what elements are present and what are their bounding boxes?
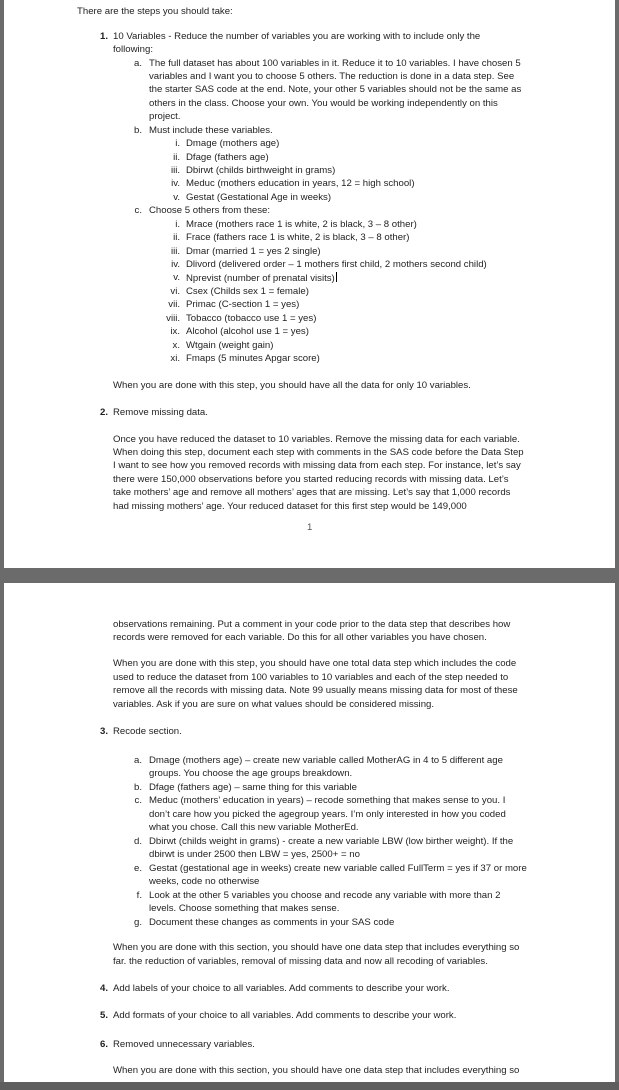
step-1-title-line: following: xyxy=(113,44,153,55)
step-2-paragraph-line: I want to see how you removed records with missing data from each step. For instance, let’s say xyxy=(113,460,521,471)
recode-marker: b. xyxy=(133,782,142,793)
optional-variable: Csex (Childs sex 1 = female) xyxy=(186,286,309,297)
paragraph-line: When you are done with this step, you should have one total data step which includes the code xyxy=(113,658,517,669)
roman-marker: iv. xyxy=(171,178,180,189)
roman-marker: ii. xyxy=(173,152,180,163)
step-5-number: 5. xyxy=(99,1010,108,1021)
sub-c-text: Choose 5 others from these: xyxy=(149,205,271,216)
optional-variable-text: Nprevist (number of prenatal visits) xyxy=(186,273,335,284)
sub-a-line: project. xyxy=(149,111,181,122)
optional-variable: Wtgain (weight gain) xyxy=(186,340,274,351)
recode-item-line: Dmage (mothers age) – create new variable called MotherAG in 4 to 5 different age xyxy=(149,755,503,766)
recode-item-line: weeks, code no otherwise xyxy=(149,876,260,887)
required-variable: Gestat (Gestational Age in weeks) xyxy=(186,192,332,203)
recode-marker: f. xyxy=(136,890,142,901)
recode-item-line: Dfage (fathers age) – same thing for this variable xyxy=(149,782,357,793)
step-6-text: Removed unnecessary variables. xyxy=(113,1039,255,1050)
step-2-paragraph-line: had missing mothers’ age. Your reduced dataset for this first step would be 149,000 xyxy=(113,501,467,512)
required-variable: Dfage (fathers age) xyxy=(186,152,269,163)
recode-item-line: dbirwt is under 2500 then LBW = yes, 2500+ = no xyxy=(149,849,360,860)
optional-variable: Dlivord (delivered order – 1 mothers first child, 2 mothers second child) xyxy=(186,259,487,270)
recode-item-line: Dbirwt (childs weight in grams) - create a new variable LBW (low birther weight). If the xyxy=(149,836,514,847)
step-2-number: 2. xyxy=(99,407,108,418)
step-3-title: Recode section. xyxy=(113,726,182,737)
roman-marker: iii. xyxy=(170,165,180,176)
viewer-bottom-edge xyxy=(0,1082,619,1090)
sub-b-marker: b. xyxy=(133,125,142,136)
roman-marker: vi. xyxy=(170,286,180,297)
document-page-1 xyxy=(4,0,615,568)
required-variable: Dbirwt (childs birthweight in grams) xyxy=(186,165,336,176)
recode-item-line: Document these changes as comments in your SAS code xyxy=(149,917,395,928)
step-1-title-line: 10 Variables - Reduce the number of variables you are working with to include only the xyxy=(113,31,481,42)
sub-a-line: variables and I want you to choose 5 others. The reduction is done in a data step. See xyxy=(149,71,515,82)
optional-variable: Alcohol (alcohol use 1 = yes) xyxy=(186,326,309,337)
step-2-paragraph-line: take mothers’ age and remove all mothers’ ages that are missing. Let’s say that 1,000 records xyxy=(113,487,511,498)
step-3-done-line: When you are done with this section, you should have one data step that includes everything so xyxy=(113,942,520,953)
page-number: 1 xyxy=(307,522,313,533)
roman-marker: x. xyxy=(172,340,180,351)
recode-item-line: levels. Choose something that makes sense. xyxy=(149,903,340,914)
recode-marker: c. xyxy=(134,795,142,806)
step-4-text: Add labels of your choice to all variables. Add comments to describe your work. xyxy=(113,983,450,994)
optional-variable: Dmar (married 1 = yes 2 single) xyxy=(186,246,321,257)
recode-marker: a. xyxy=(133,755,142,766)
step-1-done-text: When you are done with this step, you should have all the data for only 10 variables. xyxy=(113,380,471,391)
step-2-paragraph-line: Once you have reduced the dataset to 10 variables. Remove the missing data for each variable. xyxy=(113,434,520,445)
step-2-paragraph-line: When doing this step, document each step with comments in the SAS code before the Data Step xyxy=(113,447,524,458)
recode-item-line: Meduc (mothers’ education in years) – recode something that makes sense to you. I xyxy=(149,795,506,806)
sub-a-marker: a. xyxy=(133,58,142,69)
step-4-number: 4. xyxy=(99,983,108,994)
trailing-line: When you are done with this section, you should have one data step that includes everything so xyxy=(113,1065,520,1076)
roman-marker: vii. xyxy=(168,299,180,310)
recode-marker: e. xyxy=(133,863,142,874)
roman-marker: i. xyxy=(175,219,180,230)
intro-text: There are the steps you should take: xyxy=(77,6,233,17)
step-2-title: Remove missing data. xyxy=(113,407,208,418)
optional-variable: Frace (fathers race 1 is white, 2 is black, 3 – 8 other) xyxy=(186,232,410,243)
optional-variable: Primac (C-section 1 = yes) xyxy=(186,299,300,310)
roman-marker: ix. xyxy=(170,326,180,337)
sub-c-marker: c. xyxy=(134,205,142,216)
step-3-done-line: far. the reduction of variables, removal of missing data and now all recoding of variables. xyxy=(113,956,488,967)
sub-a-line: others in the class. Choose your own. You would be working independently on this xyxy=(149,98,498,109)
roman-marker: xi. xyxy=(170,353,180,364)
continued-paragraph-line: observations remaining. Put a comment in your code prior to the data step that describes how xyxy=(113,619,511,630)
roman-marker: iii. xyxy=(170,246,180,257)
step-1-number: 1. xyxy=(99,31,108,42)
step-6-number: 6. xyxy=(99,1039,108,1050)
text-cursor xyxy=(336,272,337,282)
required-variable: Meduc (mothers education in years, 12 = high school) xyxy=(186,178,415,189)
roman-marker: viii. xyxy=(166,313,180,324)
recode-item-line: Look at the other 5 variables you choose and recode any variable with more than 2 xyxy=(149,890,501,901)
recode-marker: g. xyxy=(133,917,142,928)
paragraph-line: variables. Ask if you are sure on what values should be considered missing. xyxy=(113,699,435,710)
recode-marker: d. xyxy=(133,836,142,847)
roman-marker: i. xyxy=(175,138,180,149)
optional-variable: Tobacco (tobacco use 1 = yes) xyxy=(186,313,317,324)
recode-item-line: groups. You choose the age groups breakdown. xyxy=(149,768,353,779)
optional-variable[interactable] xyxy=(186,272,337,285)
required-variable: Dmage (mothers age) xyxy=(186,138,280,149)
document-page-2 xyxy=(4,583,615,1090)
step-5-text: Add formats of your choice to all variables. Add comments to describe your work. xyxy=(113,1010,457,1021)
recode-item-line: what you chose. Call this new variable MotherEd. xyxy=(149,822,359,833)
sub-a-line: the starter SAS code at the end. Note, your other 5 variables should not be the same as xyxy=(149,84,522,95)
roman-marker: ii. xyxy=(173,232,180,243)
roman-marker: v. xyxy=(173,192,180,203)
optional-variable: Fmaps (5 minutes Apgar score) xyxy=(186,353,320,364)
step-2-paragraph-line: there were 150,000 observations before you started reducing records with missing data. Let’s xyxy=(113,474,509,485)
recode-item-line: Gestat (gestational age in weeks) create new variable called FullTerm = yes if 37 or more xyxy=(149,863,527,874)
paragraph-line: used to reduce the dataset from 100 variables to 10 variables and each of the step needed to xyxy=(113,672,509,683)
sub-b-text: Must include these variables. xyxy=(149,125,273,136)
optional-variable: Mrace (mothers race 1 is white, 2 is black, 3 – 8 other) xyxy=(186,219,417,230)
step-3-number: 3. xyxy=(99,726,108,737)
continued-paragraph-line: records were removed for each variable. Do this for all other variables you have chosen. xyxy=(113,632,487,643)
sub-a-line: The full dataset has about 100 variables in it. Reduce it to 10 variables. I have chosen 5 xyxy=(149,58,521,69)
recode-item-line: don’t care how you picked the agegroup years. I’m only interested in how you coded xyxy=(149,809,506,820)
paragraph-line: remove all the records with missing data. Note 99 usually means missing data for most of these xyxy=(113,685,518,696)
roman-marker: iv. xyxy=(171,259,180,270)
roman-marker: v. xyxy=(173,272,180,283)
